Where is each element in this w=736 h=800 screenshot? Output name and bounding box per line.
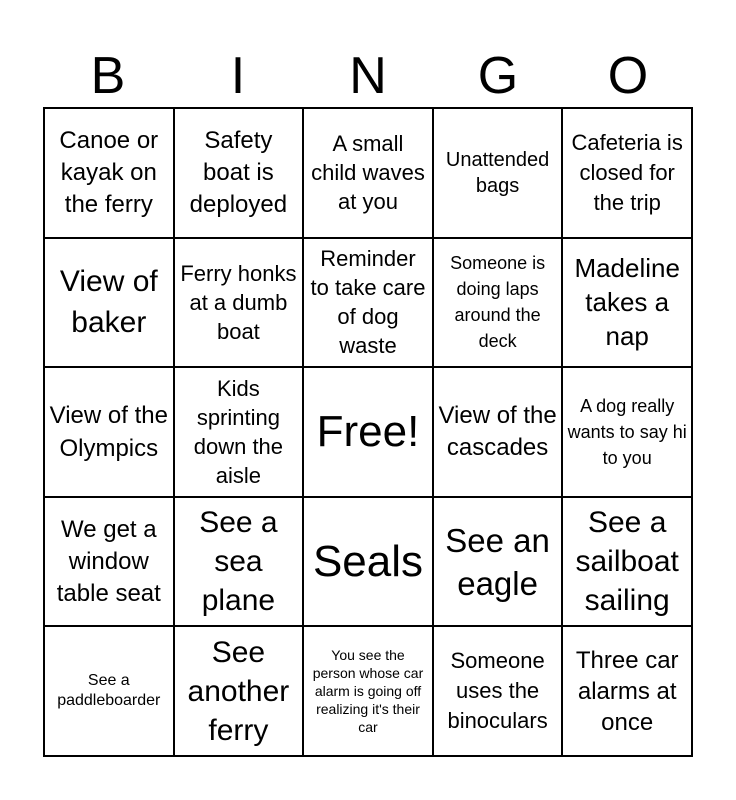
cell-text: Someone uses the binoculars <box>447 648 548 734</box>
cell-text: Ferry honks at a dumb boat <box>180 260 297 344</box>
bingo-cell[interactable] <box>303 626 433 756</box>
bingo-cell[interactable] <box>562 626 692 756</box>
cell-text: A dog really wants to say hi to you <box>567 395 687 468</box>
bingo-cell[interactable] <box>433 238 563 368</box>
cell-text: See another ferry <box>187 635 290 747</box>
bingo-cell[interactable] <box>44 497 174 627</box>
cell-text: Reminder to take care of dog waste <box>310 246 426 359</box>
cell-text: Cafeteria is closed for the trip <box>571 129 683 215</box>
cell-text: Madeline takes a nap <box>574 253 680 352</box>
bingo-cell[interactable] <box>433 367 563 497</box>
bingo-cell[interactable] <box>303 497 433 627</box>
cell-text: Kids sprinting down the aisle <box>193 375 284 488</box>
bingo-cell[interactable] <box>433 626 563 756</box>
bingo-cell[interactable] <box>303 238 433 368</box>
bingo-cell[interactable] <box>174 238 304 368</box>
bingo-cell[interactable] <box>44 238 174 368</box>
cell-text: Safety boat is deployed <box>189 126 288 218</box>
cell-text: Free! <box>316 406 420 456</box>
cell-text: Seals <box>312 536 424 586</box>
cell-text: See a sea plane <box>199 506 278 618</box>
bingo-cell[interactable] <box>562 367 692 497</box>
bingo-cell[interactable] <box>174 108 304 238</box>
bingo-cell[interactable] <box>303 108 433 238</box>
bingo-cell[interactable] <box>174 367 304 497</box>
cell-text: A small child waves at you <box>311 131 425 215</box>
cell-text: We get a window table seat <box>56 515 161 607</box>
bingo-grid <box>43 107 693 757</box>
header-letter-o: O <box>607 47 649 105</box>
bingo-cell[interactable] <box>44 367 174 497</box>
cell-text: View of baker <box>59 265 158 340</box>
header-letter-g: G <box>477 47 519 105</box>
cell-text: See a sailboat sailing <box>575 506 679 618</box>
bingo-cell[interactable] <box>44 108 174 238</box>
bingo-cell[interactable] <box>562 497 692 627</box>
cell-text: Someone is doing laps around the deck <box>450 253 546 352</box>
header-letter-n: N <box>349 47 387 105</box>
cell-text: Unattended bags <box>445 148 550 197</box>
bingo-cell[interactable] <box>562 108 692 238</box>
bingo-cell[interactable] <box>174 497 304 627</box>
bingo-cell[interactable] <box>174 626 304 756</box>
bingo-header <box>43 44 693 108</box>
cell-text: View of the cascades <box>438 401 557 461</box>
bingo-cell[interactable] <box>433 497 563 627</box>
cell-text: See an eagle <box>445 521 550 602</box>
cell-text: You see the person whose car alarm is going off realizing it's their car <box>312 647 424 736</box>
cell-text: See a paddleboarder <box>57 672 161 710</box>
header-letter-b: B <box>90 47 126 105</box>
bingo-cell[interactable] <box>44 626 174 756</box>
free-space[interactable] <box>303 367 433 497</box>
cell-text: Canoe or kayak on the ferry <box>59 126 159 218</box>
cell-text: Three car alarms at once <box>575 646 679 736</box>
bingo-cell[interactable] <box>562 238 692 368</box>
cell-text: View of the Olympics <box>49 401 168 462</box>
bingo-cell[interactable] <box>433 108 563 238</box>
header-letter-i: I <box>230 47 246 105</box>
